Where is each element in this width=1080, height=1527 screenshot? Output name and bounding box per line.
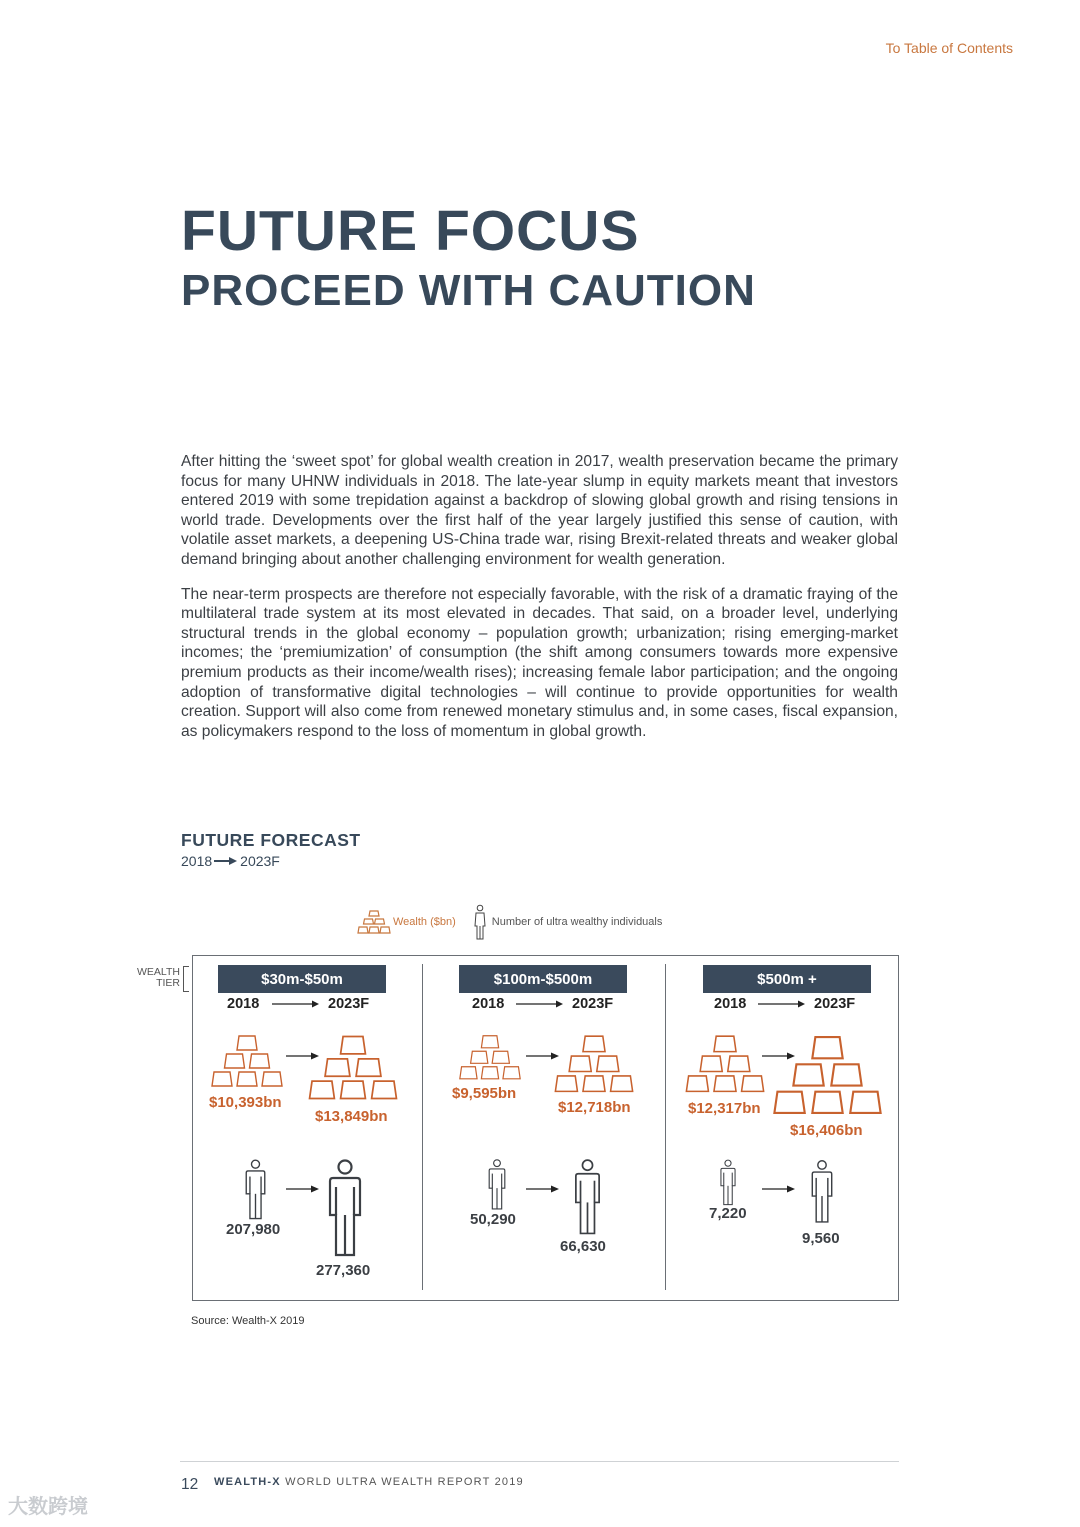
tier-header: $30m-$50m <box>218 965 386 993</box>
wealth-value-2023: $12,718bn <box>558 1099 631 1116</box>
gold-bar <box>850 1092 880 1113</box>
gold-bar <box>611 1076 633 1091</box>
gold-bars-graphic <box>210 1034 284 1092</box>
gold-bar <box>471 1051 488 1063</box>
gold-bars-graphic <box>771 1034 884 1122</box>
wealth-value-2018: $10,393bn <box>209 1094 282 1111</box>
gold-bars-icon <box>458 1034 522 1089</box>
footer-report-name: WORLD ULTRA WEALTH REPORT 2019 <box>285 1476 524 1488</box>
year-to: 2023F <box>572 996 614 1012</box>
arrow-right-icon <box>272 999 320 1009</box>
gold-bars-icon <box>553 1034 635 1103</box>
forecast-period <box>181 853 280 869</box>
gold-bars-graphic <box>553 1034 635 1098</box>
chart-legend <box>357 904 662 940</box>
gold-bars-graphic <box>307 1034 399 1106</box>
page-title: FUTURE FOCUS <box>181 199 640 263</box>
gold-bar <box>583 1036 605 1051</box>
gold-bar <box>212 1072 232 1086</box>
gold-bar <box>812 1092 842 1113</box>
person-icon <box>245 1159 266 1225</box>
gold-bar <box>714 1036 736 1051</box>
page-number: 12 <box>181 1476 199 1493</box>
arrow-right-icon <box>516 999 564 1009</box>
tier-header: $500m + <box>703 965 871 993</box>
gold-bar <box>481 1067 498 1079</box>
gold-bar <box>341 1036 366 1053</box>
body-text <box>181 452 898 756</box>
person-graphic <box>574 1159 601 1235</box>
gold-bar <box>310 1081 335 1098</box>
person-icon <box>811 1159 833 1229</box>
people-count-2023: 9,560 <box>802 1230 840 1247</box>
tier-label-line: WEALTH <box>137 966 180 978</box>
gold-bar <box>793 1064 823 1085</box>
forecast-from: 2018 <box>181 853 213 869</box>
gold-bar <box>237 1036 257 1050</box>
gold-bars-graphic <box>684 1034 766 1098</box>
person-graphic <box>720 1159 736 1206</box>
wealth-tier-label <box>118 967 180 989</box>
person-graphic <box>811 1159 833 1224</box>
year-to: 2023F <box>814 996 856 1012</box>
person-icon <box>474 904 486 940</box>
gold-bar <box>262 1072 282 1086</box>
gold-bar <box>555 1076 577 1091</box>
gold-bar <box>728 1056 750 1071</box>
person-graphic <box>488 1159 506 1210</box>
people-count-2018: 50,290 <box>470 1211 516 1228</box>
gold-bar <box>356 1059 381 1076</box>
arrow-right-icon <box>526 1184 560 1194</box>
legend-wealth-label: Wealth ($bn) <box>393 916 456 928</box>
gold-bar <box>225 1054 245 1068</box>
person-icon <box>328 1159 362 1262</box>
gold-bar <box>597 1056 619 1071</box>
paragraph: After hitting the ‘sweet spot’ for global wealth creation in 2017, wealth preservation became the primary focus for many UHNW individuals in 2018. The late-year slump in equity markets meant that investors entered 2019 with some trepidation against a backdrop of slowing global growth and rising tensions in world trade. Developments over the first half of the year largely justified this sense of caution, with volatile asset markets, a deepening US-China trade war, rising Brexit-related threats and weaker global demand bringing about another challenging environment for wealth generation. <box>181 453 898 568</box>
column-divider <box>665 964 666 1290</box>
tier-label-line: TIER <box>156 977 180 989</box>
person-graphic <box>245 1159 266 1220</box>
footer-report-title <box>214 1476 524 1488</box>
gold-bar <box>774 1092 804 1113</box>
gold-bar <box>325 1059 350 1076</box>
wealth-value-2023: $16,406bn <box>790 1122 863 1139</box>
forecast-to: 2023F <box>240 853 280 869</box>
person-icon <box>720 1159 736 1211</box>
person-icon <box>488 1159 506 1215</box>
gold-bar <box>481 1036 498 1048</box>
gold-bar <box>492 1051 509 1063</box>
gold-bar <box>250 1054 270 1068</box>
person-graphic <box>328 1159 362 1257</box>
gold-bars-graphic <box>458 1034 522 1084</box>
year-from: 2018 <box>227 996 260 1012</box>
gold-bar <box>372 1081 397 1098</box>
gold-bar <box>742 1076 764 1091</box>
person-icon <box>574 1159 601 1240</box>
gold-bars-icon <box>210 1034 284 1097</box>
arrow-right-icon <box>762 1184 796 1194</box>
footer-divider <box>180 1461 899 1462</box>
gold-bar <box>714 1076 736 1091</box>
gold-bar <box>812 1037 842 1058</box>
tier-bracket <box>183 966 189 992</box>
watermark: 大数跨境 <box>8 1496 88 1518</box>
gold-bars-icon <box>771 1034 884 1127</box>
arrow-right-icon <box>214 856 238 866</box>
gold-bars-icon <box>307 1034 399 1111</box>
gold-bar <box>686 1076 708 1091</box>
gold-bar <box>700 1056 722 1071</box>
gold-bars-icon <box>357 909 391 935</box>
wealth-value-2018: $12,317bn <box>688 1100 761 1117</box>
table-of-contents-link[interactable]: To Table of Contents <box>885 40 1013 56</box>
gold-bar <box>237 1072 257 1086</box>
year-to: 2023F <box>328 996 370 1012</box>
wealth-value-2023: $13,849bn <box>315 1108 388 1125</box>
people-count-2023: 66,630 <box>560 1238 606 1255</box>
paragraph: The near-term prospects are therefore not especially favorable, with the risk of a dramatic fraying of the multilateral trade system at its most elevated in decades. That said, on a broader level, underlying structural trends in the global economy – population growth; urbanization; rising emerging-market incomes; the ‘premiumization’ of consumption (the shift among consumers towards more expensive premium products as their income/wealth rises); increasing female labor participation; and the ongoing adoption of transformative digital technologies – will continue to provide opportunities for wealth creation. Support will also come from renewed monetary stimulus and, in some cases, fiscal expansion, as policymakers respond to the loss of momentum in global growth. <box>181 585 898 740</box>
year-from: 2018 <box>472 996 505 1012</box>
people-count-2018: 207,980 <box>226 1221 281 1238</box>
legend-people-label: Number of ultra wealthy individuals <box>491 916 663 928</box>
gold-bar <box>583 1076 605 1091</box>
wealth-value-2018: $9,595bn <box>452 1085 517 1102</box>
arrow-right-icon <box>758 999 806 1009</box>
gold-bar <box>831 1064 861 1085</box>
gold-bar <box>569 1056 591 1071</box>
people-count-2023: 277,360 <box>316 1262 371 1279</box>
column-divider <box>422 964 423 1290</box>
arrow-right-icon <box>286 1184 320 1194</box>
forecast-title: FUTURE FORECAST <box>181 830 361 850</box>
page-subtitle: PROCEED WITH CAUTION <box>181 266 756 315</box>
gold-bar <box>341 1081 366 1098</box>
gold-bar <box>503 1067 520 1079</box>
year-from: 2018 <box>714 996 747 1012</box>
people-count-2018: 7,220 <box>709 1205 747 1222</box>
source-note: Source: Wealth-X 2019 <box>191 1315 305 1327</box>
tier-header: $100m-$500m <box>459 965 627 993</box>
footer-brand: WEALTH-X <box>214 1476 281 1488</box>
gold-bar <box>460 1067 477 1079</box>
gold-bars-icon <box>684 1034 766 1103</box>
